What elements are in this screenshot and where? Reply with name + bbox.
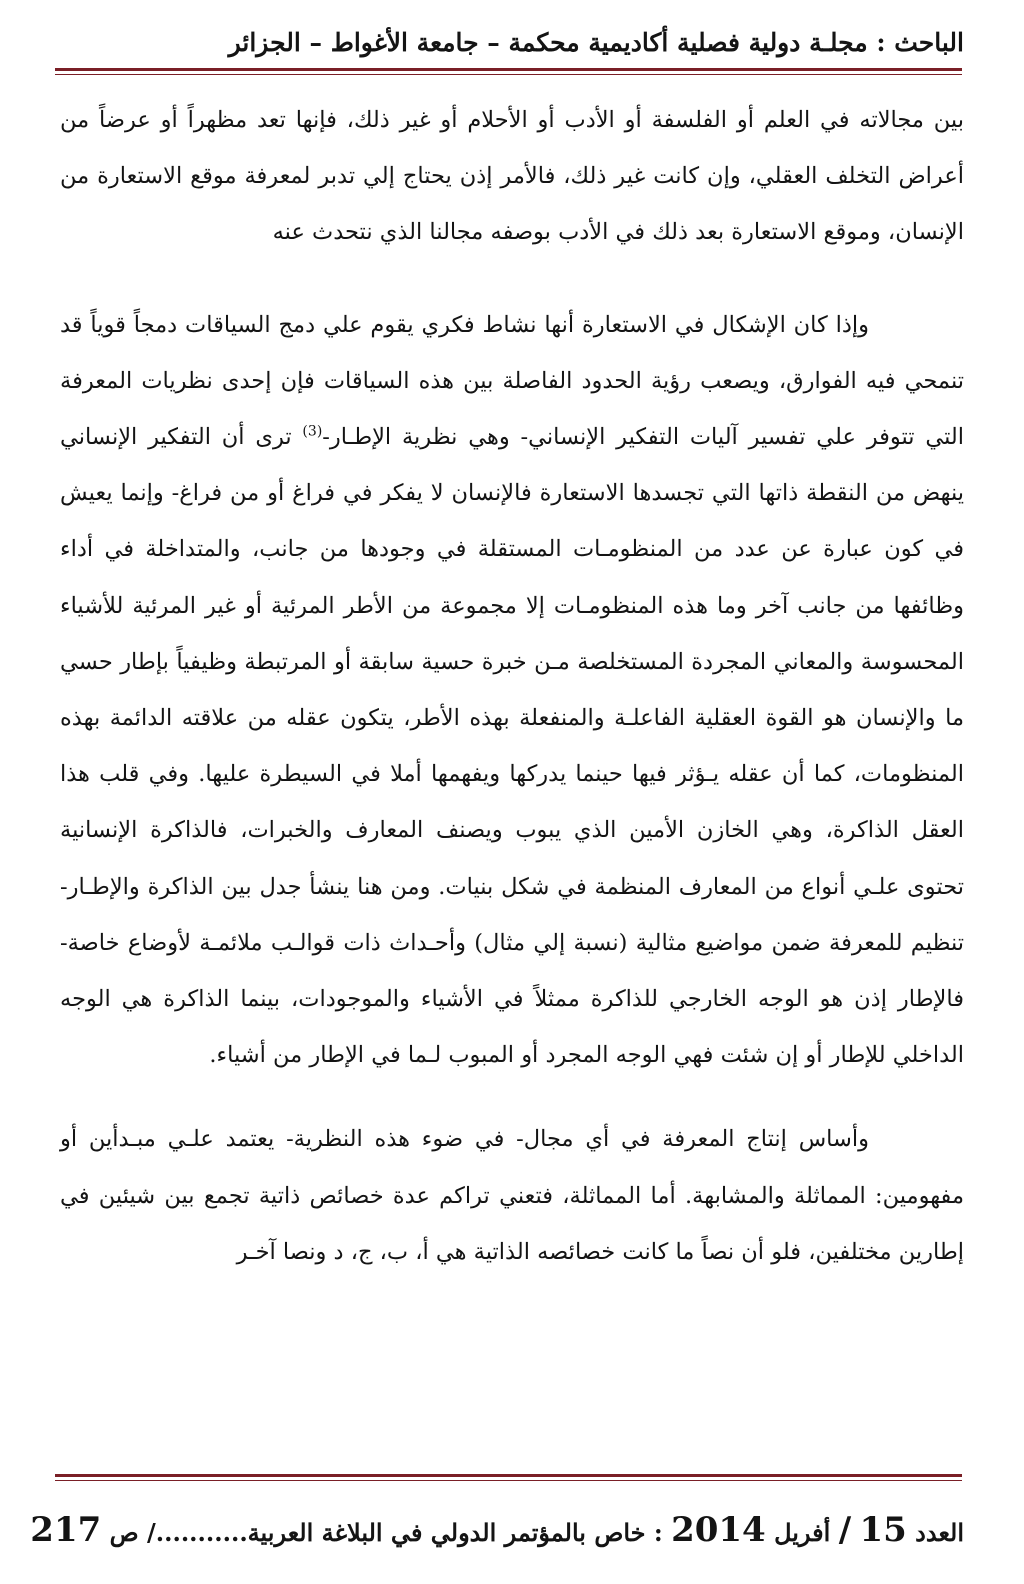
header-divider xyxy=(55,68,962,75)
page-number: 217 xyxy=(30,1510,102,1550)
paragraph-3: وأساس إنتاج المعرفة في أي مجال- في ضوء هذه النظرية- يعتمد علـي مبـدأين أو مفهومين: المماثلة والمشابهة. أما المماثلة، فتعني تراكم عدة خصائص ذاتية تجمع بين شيئين في إطارين مختلفين، فلو أن نصاً ما كانت خصائصه الذاتية هي أ، ب، ج، د ونصا آخـر xyxy=(60,1126,964,1265)
issue-year: 2014 xyxy=(671,1510,766,1550)
paragraph-1: بين مجالاته في العلم أو الفلسفة أو الأدب أو الأحلام أو غير ذلك، فإنها تعد مظهراً أو عرضاً من أعراض التخلف العقلي، وإن كانت غير ذلك، فالأمر إذن يحتاج إلي تدبر لمعرفة موقع الاستعارة من الإنسان، وموقع الاستعارة بعد ذلك في الأدب بوصفه مجالنا الذي نتحدث عنه xyxy=(60,107,964,246)
footnote-marker: (3) xyxy=(302,423,323,440)
issue-special: : خاص بالمؤتمر الدولي في البلاغة العربية.........../ ص xyxy=(109,1518,663,1547)
paragraph-2-part-a: وإذا كان الإشكال في الاستعارة أنها نشاط فكري يقوم علي دمج السياقات دمجاً قوياً قد تنمحي فيه الفوارق، ويصعب رؤية الحدود الفاصلة بين هذه السياقات فإن إحدى نظريات المعرفة التي تتوفر علي تفسير آليات التفكير الإنساني- وهي نظرية الإطـار- xyxy=(60,311,964,451)
issue-number: 15 xyxy=(859,1510,907,1550)
issue-month: أفريل xyxy=(774,1518,831,1547)
article-body xyxy=(60,92,964,1280)
journal-header-text: الباحث : مجلـة دولية فصلية أكاديمية محكمة – جامعة الأغواط – الجزائر xyxy=(228,28,964,57)
page-footer xyxy=(30,1500,964,1563)
footer-separator: / xyxy=(838,1510,852,1550)
paragraph-2-part-b: ترى أن التفكير الإنساني ينهض من النقطة ذاتها التي تجسدها الاستعارة فالإنسان لا يفكر في فراغ أو من فراغ- وإنما يعيش في كون عبارة عن عدد من المنظومـات المستقلة في وجودها من جانب، والمتداخلة في أداء وظائفها من جانب آخر وما هذه المنظومـات إلا مجموعة من الأطر المرئية أو غير المرئية للأشياء المحسوسة والمعاني المجردة المستخلصة مـن خبرة حسية سابقة أو المرتبطة وظيفياً بإطار حسي ما والإنسان هو القوة العقلية الفاعلـة والمنفعلة بهذه الأطر، يتكون عقله من علاقته الدائمة بهذه المنظومات، كما أن عقله يـؤثر فيها حينما يدركها ويفهمها أملا في السيطرة عليها. وفي قلب هذا العقل الذاكرة، وهي الخازن الأمين الذي يبوب ويصنف المعارف والخبرات، فالذاكرة الإنسانية تحتوى علـي أنواع من المعارف المنظمة في شكل بنيات. ومن هنا ينشأ جدل بين الذاكرة والإطـار- تنظيم للمعرفة ضمن مواضيع مثالية (نسبة إلي مثال) وأحـداث ذات قوالـب ملائمـة لأوضاع خاصة- فالإطار إذن هو الوجه الخارجي للذاكرة ممثلاً في الأشياء والموجودات، بينما الذاكرة هي الوجه الداخلي للإطار أو إن شئت فهي الوجه المجرد أو المبوب لـما في الإطار من أشياء. xyxy=(60,424,964,1069)
paragraph-2 xyxy=(60,297,964,1084)
issue-label: العدد xyxy=(915,1518,964,1547)
journal-header xyxy=(60,22,964,64)
footer-divider xyxy=(55,1474,962,1481)
